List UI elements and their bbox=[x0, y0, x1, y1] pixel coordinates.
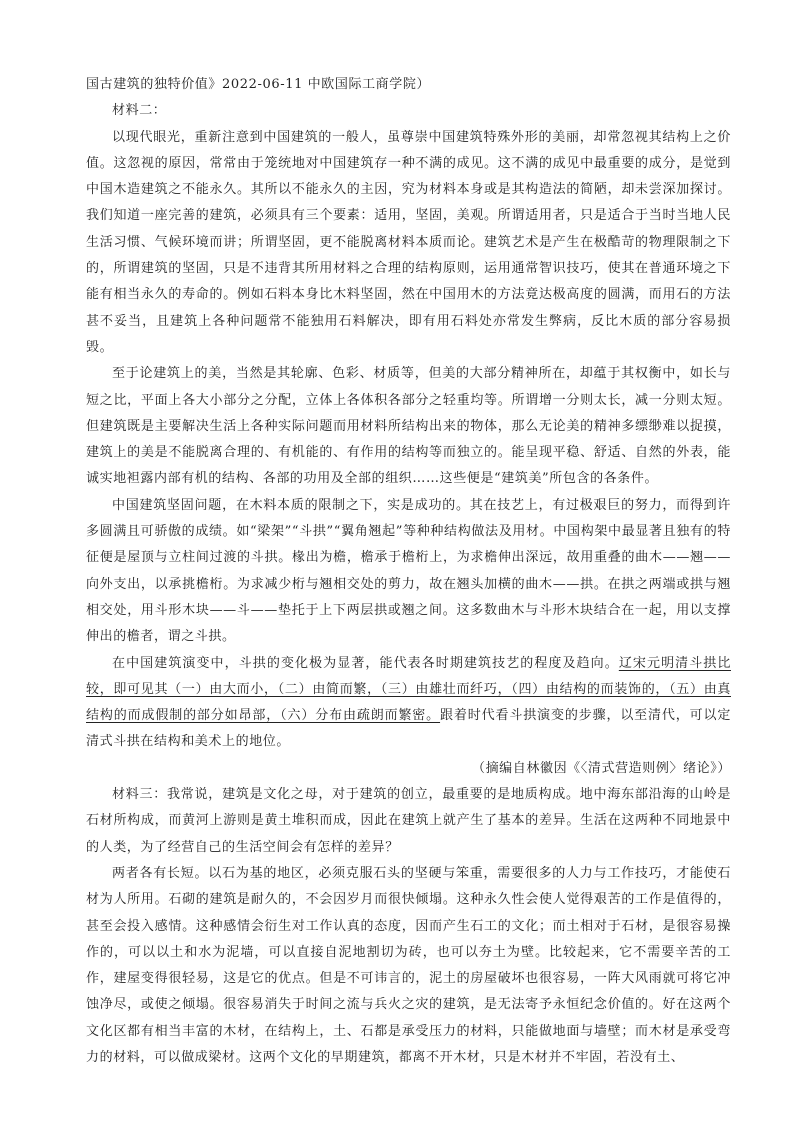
paragraph: 至于论建筑上的美，当然是其轮廓、色彩、材质等，但美的大部分精神所在，却蕴于其权衡中，如长与短之比，平面上各大小部分之分配，立体上各体积各部分之轻重均等。所谓增一分则太长，减一分则太短。但建筑既是主要解决生活上各种实际问题而用材料所结构出来的物体，那么无论美的精神多缥缈难以捉摸，建筑上的美是不能脱离合理的、有机能的、有作用的结构等而独立的。能呈现平稳、舒适、自然的外表，能诚实地袒露内部有机的结构、各部的功用及全部的组织……这些便是“建筑美”所包含的各条件。 bbox=[86, 366, 731, 487]
paragraph-text: 跟着时代看斗拱演变的步骤，以至清代，可以定清式斗拱在结构和美术上的地位。 bbox=[86, 708, 731, 750]
paragraph: 两者各有长短。以石为基的地区，必须克服石头的坚硬与笨重，需要很多的人力与工作技巧，才能使石材为人所用。石砌的建筑是耐久的，不会因岁月而很快倾塌。这种永久性会使人觉得艰苦的工作是值得的，甚至会投入感情。这种感情会衍生对工作认真的态度，因而产生石工的文化；而土相对于石材，是很容易操作的，可以以土和水为泥墙，可以直接自泥地割切为砖，也可以夯土为壁。比较起来，它不需要辛苦的工作，建屋变得很轻易，这是它的优点。但是不可讳言的，泥土的房屋破坏也很容易，一阵大风雨就可将它冲蚀净尽，或使之倾塌。很容易消失于时间之流与兵火之灾的建筑，是无法寄予永恒纪念价值的。好在这两个文化区都有相当丰富的木材，在结构上，土、石都是承受压力的材料，只能做地面与墙壁；而木材是承受弯力的材料，可以做成梁材。这两个文化的早期建筑，都离不开木材，只是木材并不牢固，若没有土、 bbox=[86, 865, 731, 1065]
source-citation: （摘编自林徽因《〈清式营造则例〉绪论》） bbox=[471, 760, 731, 776]
document-page bbox=[86, 72, 731, 1071]
paragraph: 以现代眼光，重新注意到中国建筑的一般人，虽尊崇中国建筑特殊外形的美丽，却常忽视其结构上之价值。这忽视的原因，常常由于笼统地对中国建筑存一种不满的成见。这不满的成见中最重要的成分，是觉到中国木造建筑之不能永久。其所以不能永久的主因，究为材料本身或是其构造法的简陋，却未尝深加探讨。我们知道一座完善的建筑，必须具有三个要素：适用，坚固，美观。所谓适用者，只是适合于当时当地人民生活习惯、气候环境而讲；所谓坚固，更不能脱离材料本质而论。建筑艺术是产生在极酷苛的物理限制之下的，所谓建筑的坚固，只是不违背其所用材料之合理的结构原则，运用通常智识技巧，使其在普通环境之下能有相当永久的寿命的。例如石料本身比木料坚固，然在中国用木的方法竟达极高度的圆满，而用石的方法甚不妥当，且建筑上各种问题常不能独用石料解决，即有用石料处亦常发生弊病，反比木质的部分容易损毁。 bbox=[86, 129, 731, 355]
paragraph-with-underline bbox=[86, 651, 731, 756]
material-three-paragraph: 材料三：我常说，建筑是文化之母，对于建筑的创立，最重要的是地质构成。地中海东部沿海的山岭是石材所构成，而黄河上游则是黄土堆积而成，因此在建筑上就产生了基本的差异。生活在这两种不同地景中的人类，为了经营自己的生活空间会有怎样的差异？ bbox=[86, 787, 731, 855]
material-two-heading: 材料二： bbox=[112, 103, 167, 119]
paragraph-text: 在中国建筑演变中，斗拱的变化极为显著，能代表各时期建筑技艺的程度及趋向。 bbox=[112, 655, 619, 671]
underlined-text: 辽宋元明清斗拱比较，即可见其（一）由大而小，（二）由简而繁，（三）由雄壮而纤巧，（四）由结构的而装饰的，（五）由真结构的而成假制的部分如昂部，（六）分布由疏朗而繁密。 bbox=[86, 655, 731, 724]
paragraph: 中国建筑坚固问题，在木料本质的限制之下，实是成功的。其在技艺上，有过极艰巨的努力，而得到许多圆满且可骄傲的成绩。如“梁架”“斗拱”“翼角翘起”等种种结构做法及用材。中国构架中最显著且独有的特征便是屋顶与立柱间过渡的斗拱。椽出为檐，檐承于檐桁上，为求檐伸出深远，故用重叠的曲木——翘——向外支出，以承挑檐桁。为求减少桁与翘相交处的剪力，故在翘头加横的曲木——拱。在拱之两端或拱与翘相交处，用斗形木块——斗——垫托于上下两层拱或翘之间。这多数曲木与斗形木块结合在一起，用以支撑伸出的檐者，谓之斗拱。 bbox=[86, 497, 731, 645]
source-citation-line: 国古建筑的独特价值》2022-06-11 中欧国际工商学院） bbox=[86, 77, 431, 92]
